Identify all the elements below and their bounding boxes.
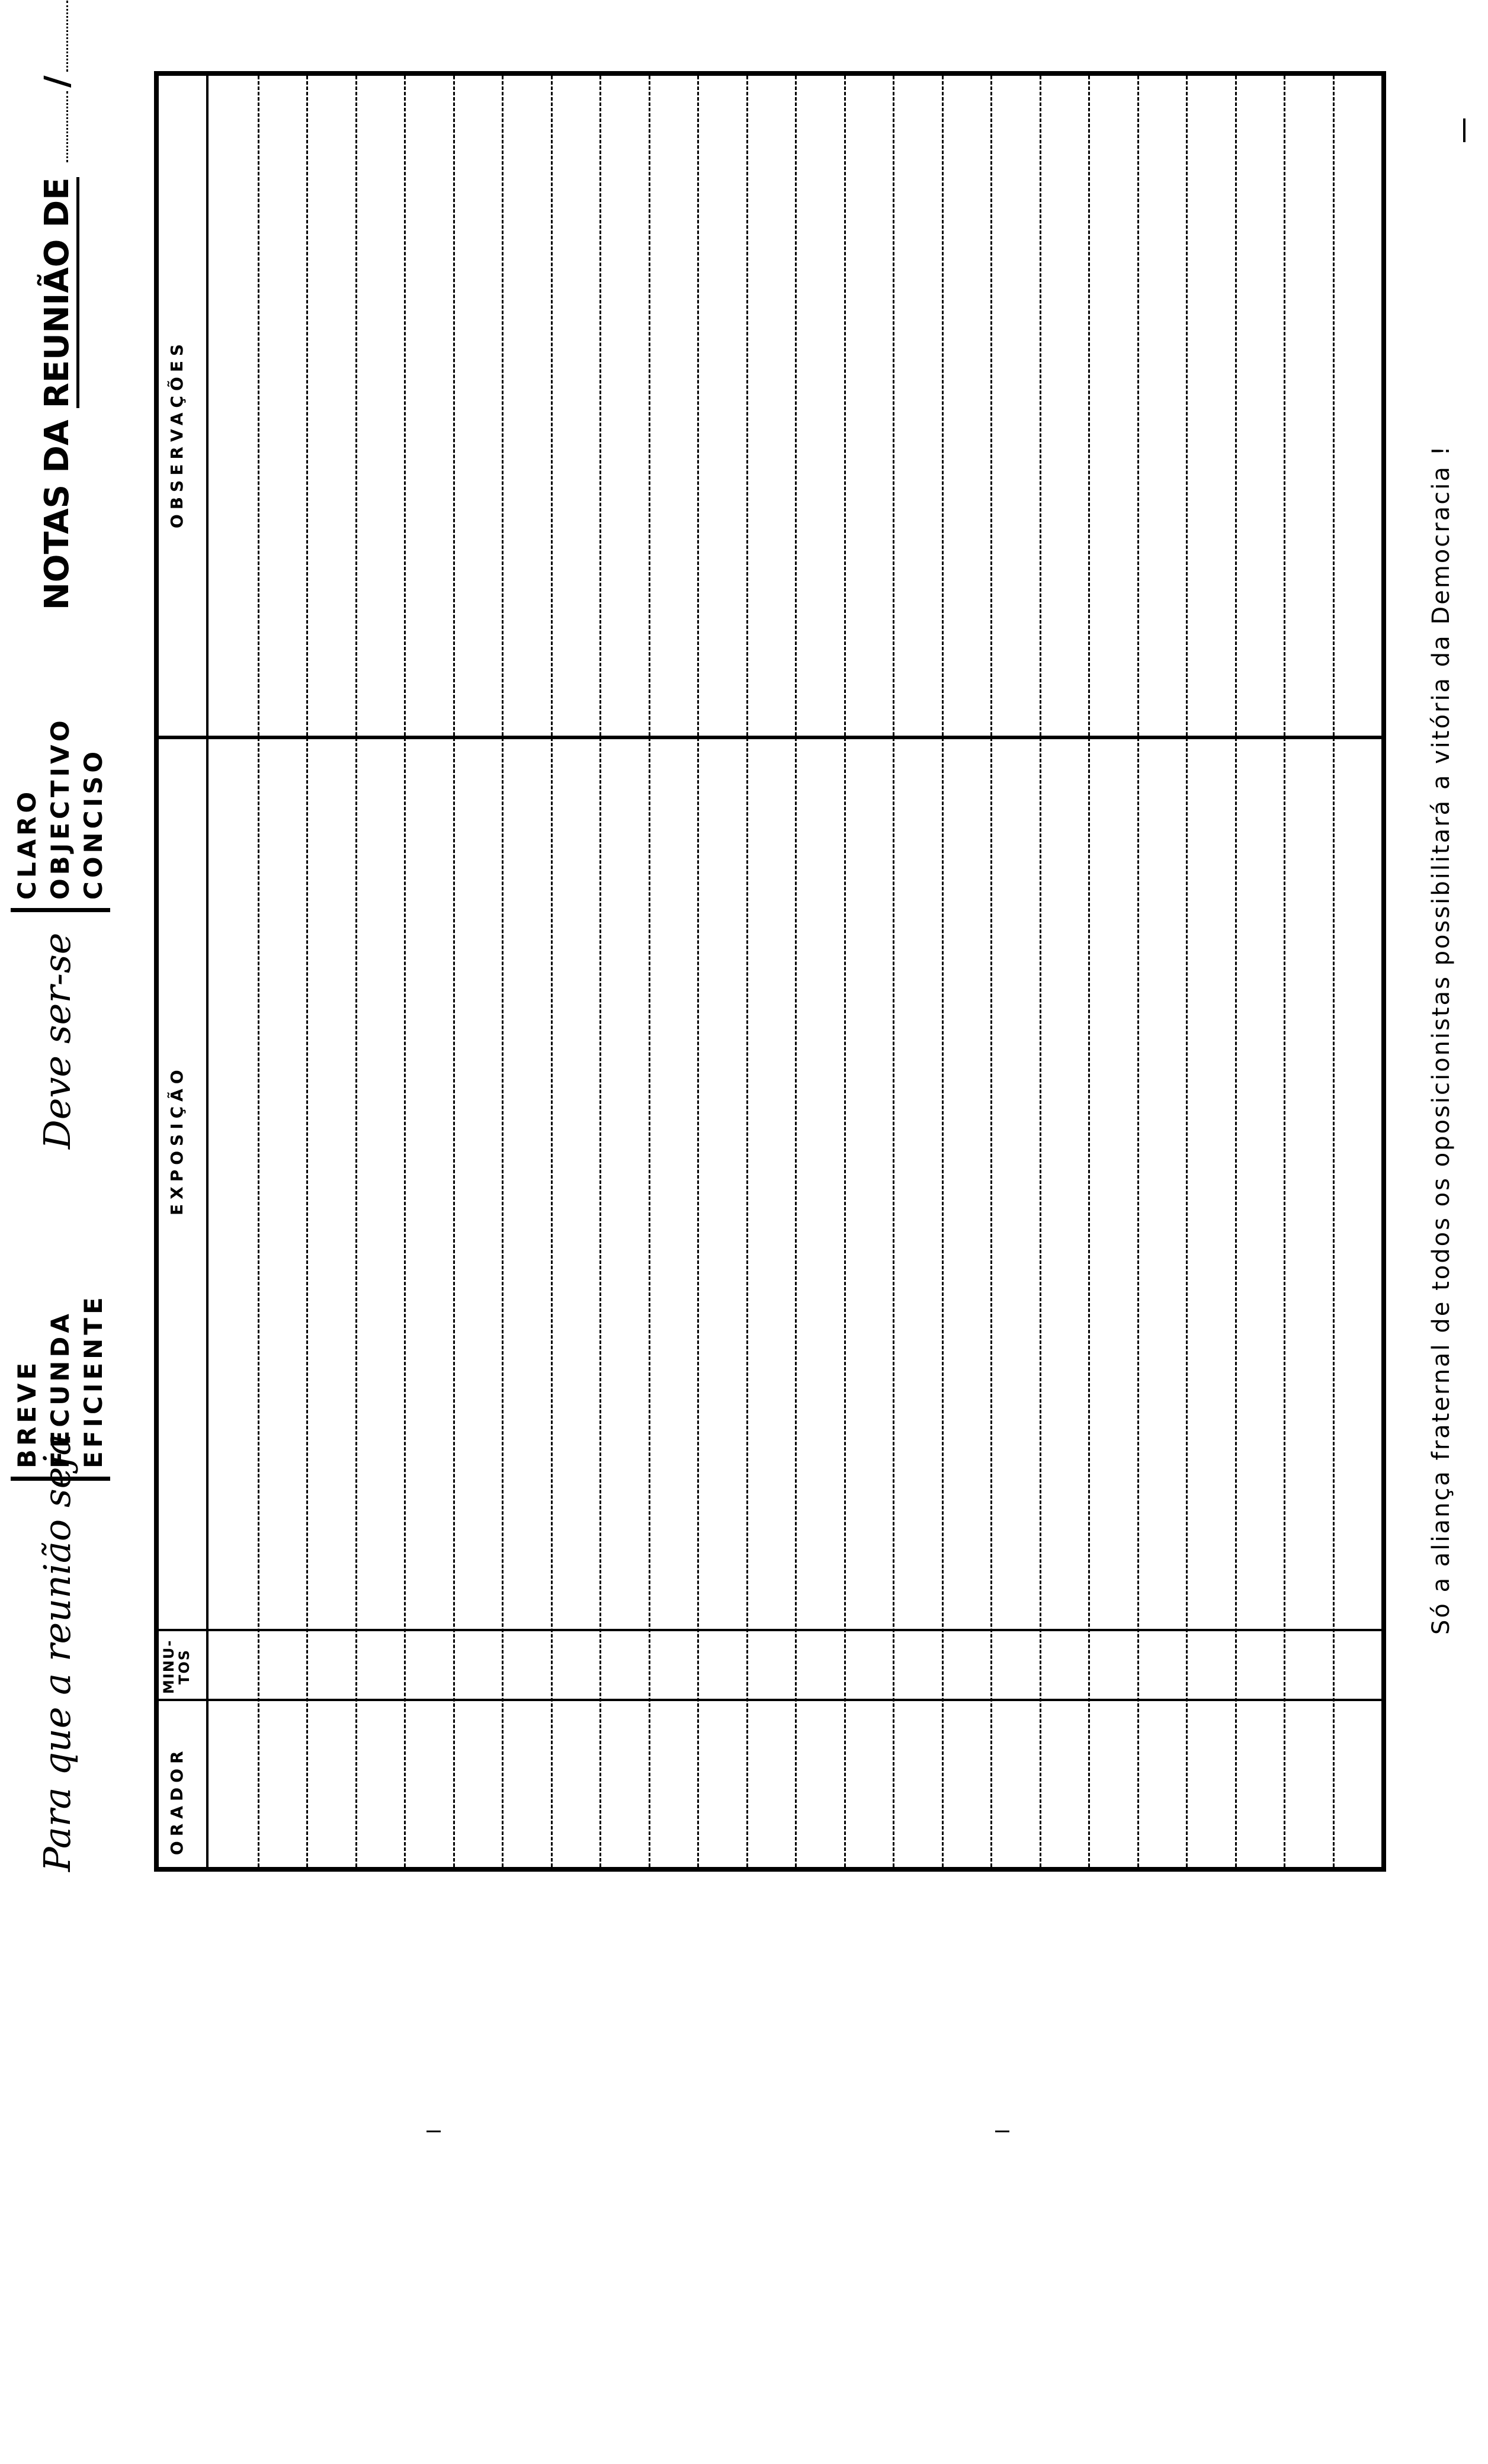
row-line	[746, 76, 748, 1867]
row-line	[258, 76, 259, 1867]
row-line	[306, 76, 308, 1867]
row-line	[1137, 76, 1139, 1867]
title-prefix: NOTAS DA	[38, 408, 76, 610]
margin-mark	[1463, 118, 1465, 142]
row-line	[1333, 76, 1335, 1867]
quality-objectivo: OBJECTIVO	[46, 717, 75, 900]
divider-minutos-exposicao	[159, 1629, 1381, 1631]
row-line	[599, 76, 601, 1867]
divider-orador-minutos	[159, 1699, 1381, 1701]
date-separator-1: /	[38, 75, 76, 88]
header-orador: ORADOR	[167, 1746, 187, 1855]
meeting-qualities-list	[11, 1294, 110, 1481]
margin-mark	[995, 2131, 1009, 2132]
margin-mark	[426, 2131, 441, 2132]
quality-eficiente: EFICIENTE	[79, 1294, 108, 1468]
header-minutos-line2: TOS	[176, 1648, 193, 1685]
quality-fecunda: FECUNDA	[46, 1310, 75, 1468]
row-line	[404, 76, 406, 1867]
row-line	[1235, 76, 1237, 1867]
exposition-script-text: Deve ser-se	[36, 932, 79, 1149]
quality-breve: BREVE	[12, 1359, 41, 1468]
date-day-blank	[60, 91, 68, 162]
row-line	[1284, 76, 1285, 1867]
row-line	[649, 76, 650, 1867]
row-line	[502, 76, 504, 1867]
row-line	[453, 76, 455, 1867]
footer-slogan: Só a aliança fraternal de todos os oposicionistas possibilitará a vitória da Democracia !	[1428, 444, 1455, 1635]
quality-conciso: CONCISO	[79, 747, 108, 900]
row-line	[844, 76, 846, 1867]
exposition-qualities-list	[11, 717, 110, 912]
row-line	[795, 76, 797, 1867]
row-line	[990, 76, 992, 1867]
intro-script-text: Para que a reunião seja	[36, 1433, 79, 1872]
divider-exposicao-observacoes	[159, 736, 1381, 739]
header-exposicao: EXPOSIÇÃO	[167, 1065, 187, 1215]
row-line	[1040, 76, 1041, 1867]
row-line	[355, 76, 357, 1867]
row-line	[1186, 76, 1188, 1867]
header-rule	[206, 76, 209, 1867]
page-title	[38, 0, 76, 610]
header-minutos	[161, 1640, 192, 1694]
row-line	[551, 76, 553, 1867]
row-line	[1088, 76, 1090, 1867]
notes-table	[154, 71, 1386, 1872]
row-line	[697, 76, 699, 1867]
date-month-blank	[60, 1, 68, 72]
header-minutos-line1: MINU-	[161, 1639, 177, 1694]
header-observacoes: OBSERVAÇÕES	[167, 339, 187, 528]
row-line	[893, 76, 894, 1867]
row-line	[942, 76, 944, 1867]
title-underlined: REUNIÃO DE	[38, 177, 79, 408]
quality-claro: CLARO	[12, 788, 41, 900]
